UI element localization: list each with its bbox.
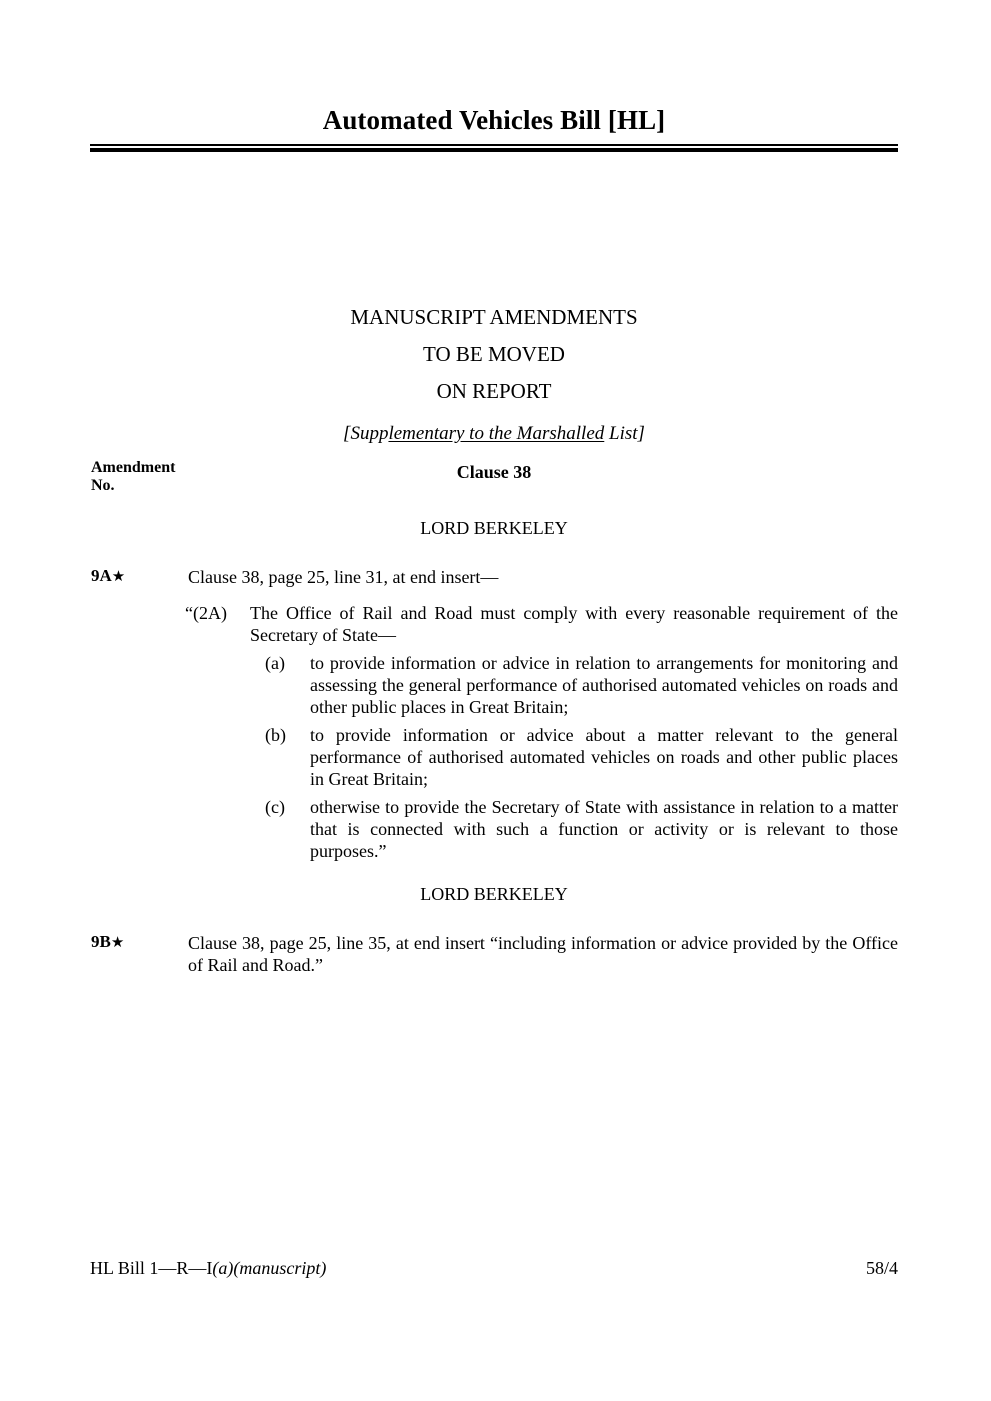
list-item-marker: (c) bbox=[265, 797, 285, 817]
footer-reference-roman: HL Bill 1—R—I bbox=[90, 1258, 213, 1278]
footer-reference-italic: (a)(manuscript) bbox=[212, 1258, 327, 1278]
amendment-no-label-line1: Amendment bbox=[91, 459, 176, 476]
quoted-provision-block bbox=[185, 602, 898, 862]
sponsor-name-9b: LORD BERKELEY bbox=[420, 884, 568, 904]
heading-on-report: ON REPORT bbox=[436, 379, 552, 403]
sub-paragraph-2a bbox=[185, 602, 898, 646]
list-item-text: to provide information or advice in relation to arrangements for monitoring and assessing the general performance of authorised automated vehicles on roads and other public places in Great Britain; bbox=[310, 653, 898, 717]
amendment-no-label-line2: No. bbox=[91, 477, 115, 494]
heading-to-be-moved: TO BE MOVED bbox=[423, 342, 565, 366]
heading-manuscript-amendments: MANUSCRIPT AMENDMENTS bbox=[350, 305, 638, 329]
list-item bbox=[265, 652, 898, 718]
list-item-text: to provide information or advice about a matter relevant to the general performance of authorised automated vehicles on roads and other public places in Great Britain; bbox=[310, 725, 898, 789]
clause-heading: Clause 38 bbox=[456, 462, 532, 482]
list-item bbox=[265, 796, 898, 862]
sub-paragraph-list bbox=[265, 652, 898, 862]
list-item-marker: (a) bbox=[265, 653, 285, 673]
list-item-text: otherwise to provide the Secretary of State with assistance in relation to a matter that is connected with such a function or activity or is relevant to those purposes.” bbox=[310, 797, 898, 861]
supplementary-underlined-text: lementary to the Marshalled bbox=[388, 423, 605, 444]
sponsor-name-9a: LORD BERKELEY bbox=[420, 518, 568, 538]
heading-supplementary-note bbox=[90, 423, 898, 445]
amendment-number-text: 9B bbox=[91, 932, 111, 951]
amendment-entry-9a bbox=[91, 566, 898, 588]
title-divider-rule bbox=[90, 144, 898, 152]
amendment-entry-9b bbox=[91, 932, 898, 976]
page-title: Automated Vehicles Bill [HL] bbox=[322, 105, 666, 135]
footer-bill-reference bbox=[90, 1258, 326, 1279]
supplementary-prefix: [Supp bbox=[343, 423, 389, 444]
amendment-number-9a bbox=[91, 566, 125, 586]
sub-paragraph-marker: “(2A) bbox=[185, 603, 227, 623]
footer-page-number: 58/4 bbox=[865, 1258, 898, 1278]
list-item bbox=[265, 724, 898, 790]
star-icon: ★ bbox=[110, 935, 125, 951]
amendment-number-text: 9A bbox=[91, 566, 112, 585]
rule-thick bbox=[90, 148, 898, 152]
star-icon: ★ bbox=[111, 569, 126, 585]
amendment-number-9b bbox=[91, 932, 124, 952]
amendment-lead-text-9a: Clause 38, page 25, line 31, at end insert— bbox=[188, 567, 499, 587]
amendment-body-text-9b: Clause 38, page 25, line 35, at end insert “including information or advice provided by the Office of Rail and Road.” bbox=[188, 933, 898, 975]
list-item-marker: (b) bbox=[265, 725, 286, 745]
supplementary-suffix: List] bbox=[604, 423, 645, 444]
sub-paragraph-text: The Office of Rail and Road must comply with every reasonable requirement of the Secretary of State— bbox=[250, 603, 898, 645]
